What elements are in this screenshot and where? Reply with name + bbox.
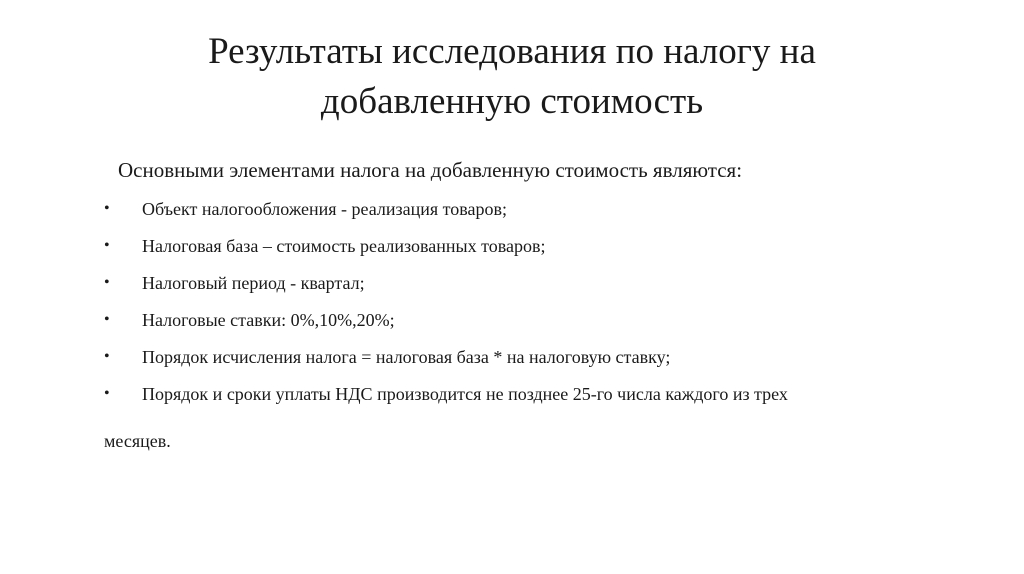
elements-list [0,196,1024,418]
list-item [0,381,1024,418]
list-item-text: Налоговые ставки: 0%,10%,20%; [142,310,395,330]
list-item [0,196,1024,233]
slide-title-line-2: добавленную стоимость [320,81,704,122]
bullet-icon: • [104,200,110,217]
list-item-continuation: месяцев. [104,431,171,451]
list-item-text: Порядок и сроки уплаты НДС производится не позднее 25-го числа каждого из трех [142,384,788,404]
slide-title-line-1: Результаты исследования по налогу на [208,31,816,72]
bullet-icon: • [104,311,110,328]
list-item-text: Объект налогообложения - реализация товаров; [142,199,508,219]
bullet-icon: • [104,237,110,254]
list-item [0,307,1024,344]
list-item-text: Налоговый период - квартал; [142,273,365,293]
slide-title [0,27,1024,127]
intro-text: Основными элементами налога на добавленную стоимость являются: [118,158,743,182]
bullet-icon: • [104,274,110,291]
list-item [0,270,1024,307]
bullet-icon: • [104,348,110,365]
list-item-text: Налоговая база – стоимость реализованных товаров; [142,236,546,256]
list-item [0,233,1024,270]
bullet-icon: • [104,385,110,402]
list-item-text: Порядок исчисления налога = налоговая база * на налоговую ставку; [142,347,671,367]
list-item [0,344,1024,381]
